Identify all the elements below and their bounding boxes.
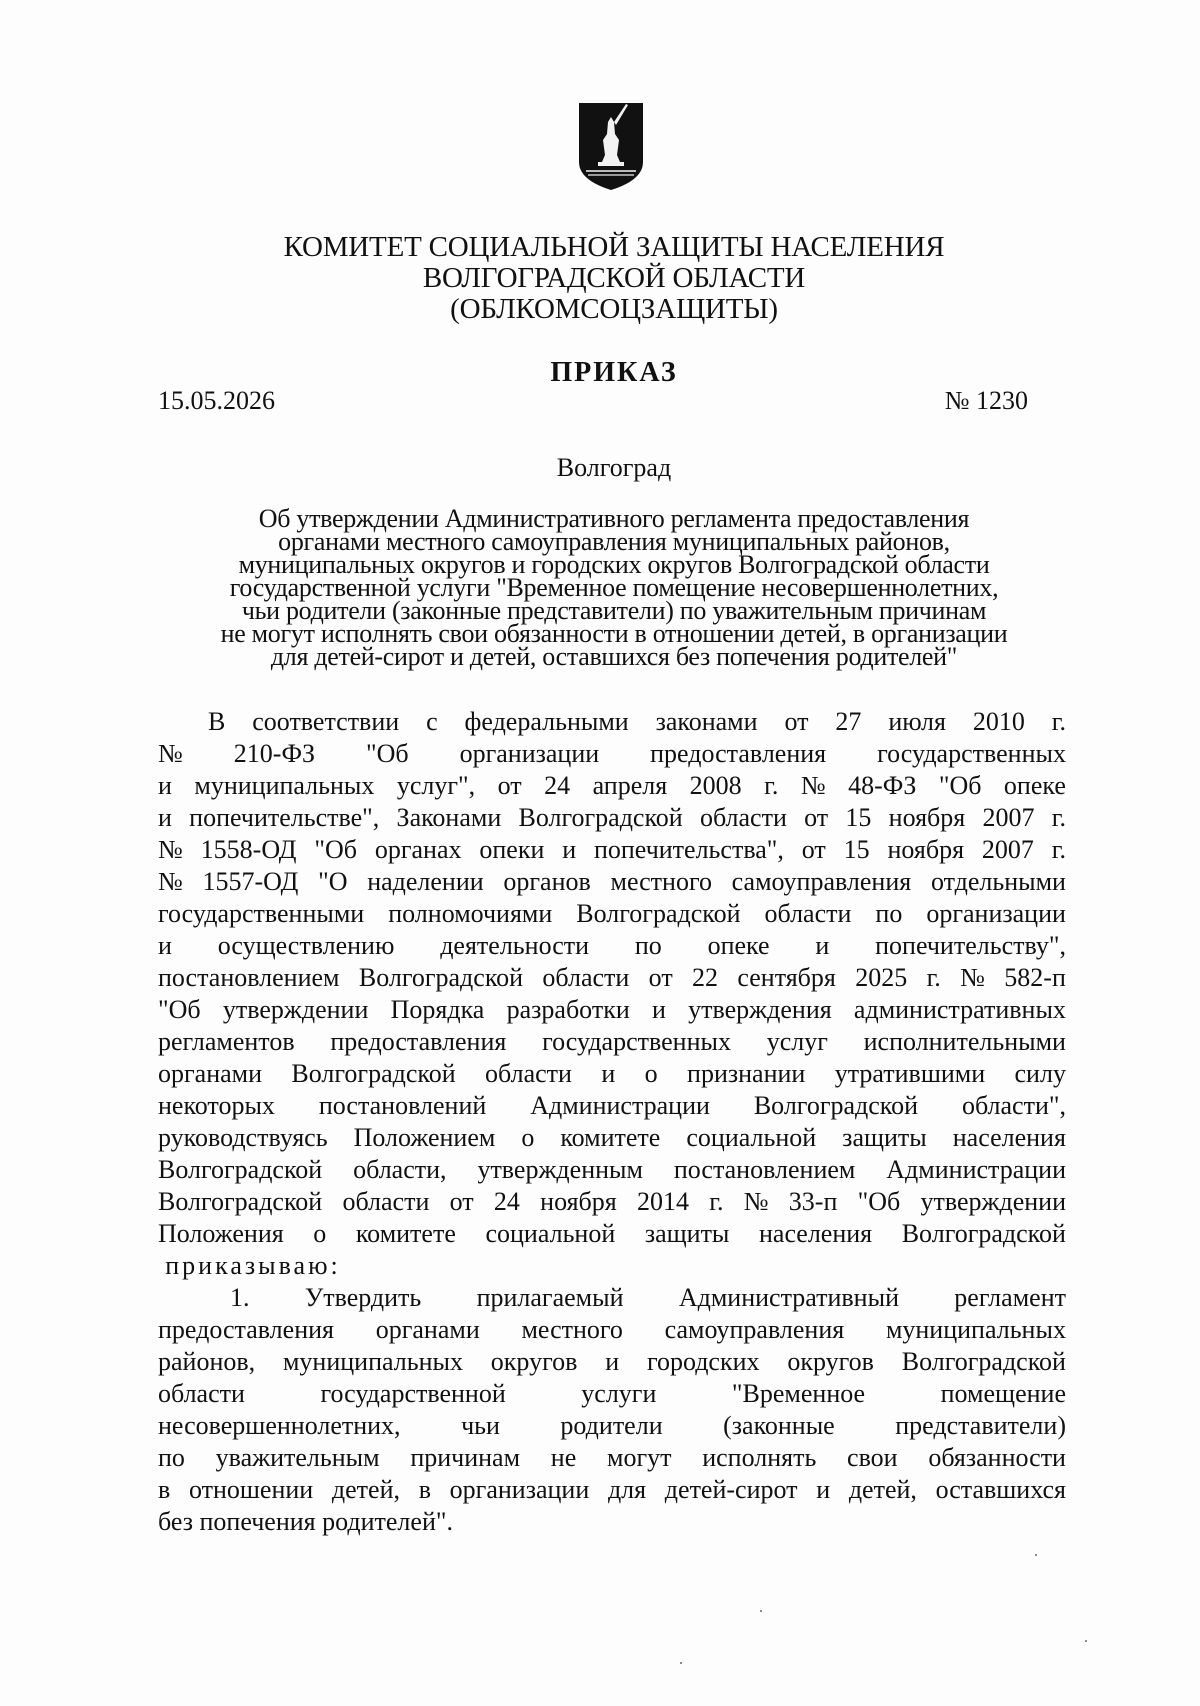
body-word: защиты	[842, 1123, 927, 1152]
body-word: попечительству",	[875, 931, 1066, 960]
body-word: детей,	[848, 1475, 917, 1504]
body-word: муниципальных	[194, 771, 375, 800]
body-line	[158, 994, 1066, 1026]
body-word: Волгоградской	[901, 1219, 1066, 1248]
body-word: "Временное	[731, 1379, 866, 1408]
body-word: исполнительными	[863, 1027, 1066, 1056]
body-word: "Об	[314, 835, 357, 864]
body-word: постановлений	[318, 1091, 487, 1120]
body-word: от	[497, 771, 522, 800]
organization-title-line: КОМИТЕТ СОЦИАЛЬНОЙ ЗАЩИТЫ НАСЕЛЕНИЯ	[283, 231, 945, 263]
body-word: социальной	[686, 1123, 817, 1152]
body-word: от	[449, 1187, 474, 1216]
body-word: и	[815, 931, 830, 960]
body-word: предоставления	[330, 1027, 507, 1056]
body-word: помещение	[940, 1379, 1066, 1408]
body-word: сентября	[737, 963, 836, 992]
paragraph-preamble	[158, 706, 1066, 1250]
body-word: руководствуясь	[158, 1123, 328, 1152]
body-word: исполнять	[702, 1443, 817, 1472]
body-word: административных	[853, 995, 1066, 1024]
body-word: округов	[787, 1347, 874, 1376]
body-word: и	[158, 771, 172, 800]
body-line	[158, 962, 1066, 994]
body-word: силу	[1014, 1059, 1066, 1088]
body-word: полномочиями	[388, 899, 553, 928]
body-word: признании	[687, 1059, 806, 1088]
body-word: районов,	[158, 1347, 256, 1376]
body-text-line: без попечения родителей".	[158, 1507, 453, 1536]
body-word: области	[542, 963, 630, 992]
body-word: муниципальных	[282, 1347, 463, 1376]
body-word: самоуправления	[731, 867, 912, 896]
body-word: Администрации	[886, 1155, 1066, 1184]
scan-speck	[1085, 1640, 1087, 1642]
body-word: о	[521, 1123, 535, 1152]
body-line	[158, 1314, 1066, 1346]
body-word: оставшихся	[935, 1475, 1066, 1504]
body-word: и	[816, 1475, 831, 1504]
body-word: социальной	[485, 1219, 616, 1248]
body-word: 33-п	[788, 1187, 838, 1216]
body-word: области	[158, 1379, 245, 1408]
body-line	[158, 1186, 1066, 1218]
body-word: причинам	[410, 1443, 521, 1472]
scan-speck	[1035, 1554, 1037, 1556]
body-word: ноября	[540, 1187, 617, 1216]
body-word: г.	[1051, 835, 1066, 864]
body-word: 24	[544, 771, 571, 800]
document-date: 15.05.2026	[158, 386, 275, 415]
body-word: области	[764, 899, 852, 928]
scan-speck	[760, 1610, 762, 1612]
body-word: Утвердить	[304, 1283, 422, 1312]
body-word: организации	[459, 739, 600, 768]
body-word: и	[601, 1059, 616, 1088]
body-word: по	[634, 931, 662, 960]
body-word: свои	[847, 1443, 898, 1472]
document-type-heading: ПРИКАЗ	[550, 357, 678, 388]
body-word: Администрации	[530, 1091, 710, 1120]
organization-title	[0, 232, 1200, 325]
body-word: чьи	[461, 1411, 500, 1440]
body-word: г.	[764, 771, 779, 800]
body-line	[158, 1250, 1066, 1282]
body-line	[158, 898, 1066, 930]
body-word: области	[699, 803, 787, 832]
body-word: органами	[375, 1315, 480, 1344]
body-word: Волгоградской	[518, 803, 683, 832]
body-word: "О	[318, 867, 348, 896]
body-word: утверждения	[688, 995, 832, 1024]
body-word: защиты	[644, 1219, 730, 1248]
body-word: соответствии	[252, 707, 400, 736]
body-word: Волгоградской	[576, 899, 741, 928]
body-line	[158, 834, 1066, 866]
body-word: 2014	[636, 1187, 689, 1216]
body-word: г.	[709, 1187, 724, 1216]
body-line	[158, 802, 1066, 834]
body-word: 2010	[972, 707, 1025, 736]
body-word: В	[208, 707, 226, 736]
subject-line: государственной услуги "Временное помещение несовершеннолетних,	[229, 573, 999, 602]
organization-title-line: (ОБЛКОМСОЦЗАЩИТЫ)	[450, 293, 778, 325]
body-word: 2007	[982, 803, 1035, 832]
body-word: детей,	[331, 1475, 400, 1504]
body-word: попечительства",	[593, 835, 784, 864]
volgograd-coat-of-arms-icon	[576, 100, 646, 192]
body-word: 2025	[855, 963, 908, 992]
body-line	[158, 1090, 1066, 1122]
subject-line: для детей-сирот и детей, оставшихся без попечения родителей"	[270, 642, 958, 671]
body-word: с	[426, 707, 438, 736]
body-word: отношении	[188, 1475, 314, 1504]
body-word: №	[743, 1187, 769, 1216]
body-word: услуг	[766, 1027, 828, 1056]
body-word: №	[960, 963, 985, 992]
body-word: деятельности	[440, 931, 590, 960]
body-word: г.	[1051, 707, 1066, 736]
body-word: 1.	[230, 1283, 250, 1312]
subject-line: органами местного самоуправления муниципальных районов,	[278, 527, 950, 556]
body-word: услуг",	[396, 771, 476, 800]
body-word: прилагаемый	[476, 1283, 624, 1312]
body-word: 2007	[981, 835, 1034, 864]
body-word: г.	[1051, 803, 1066, 832]
body-word: наделении	[367, 867, 484, 896]
body-word: попечительстве",	[189, 803, 380, 832]
body-word: №	[158, 867, 183, 896]
body-word: муниципальных	[885, 1315, 1066, 1344]
body-word: 15	[845, 803, 872, 832]
body-word: области",	[961, 1091, 1066, 1120]
body-word: от	[784, 707, 809, 736]
body-line	[158, 738, 1066, 770]
body-word: 582-п	[1004, 963, 1066, 992]
body-line	[158, 1154, 1066, 1186]
body-word: государственных	[877, 739, 1066, 768]
body-word: регламент	[954, 1283, 1066, 1312]
body-word: разработки	[506, 995, 630, 1024]
body-word: Волгоградской	[358, 963, 524, 992]
body-word: представители)	[895, 1411, 1066, 1440]
body-word: утверждении	[222, 995, 369, 1024]
body-word: июля	[888, 707, 946, 736]
order-word: приказываю:	[165, 1251, 341, 1280]
body-word: органами	[158, 1059, 263, 1088]
paragraph-item-1	[158, 1282, 1066, 1506]
body-word: родители	[560, 1411, 663, 1440]
body-word: утверждении	[920, 1187, 1066, 1216]
body-word: №	[800, 771, 826, 800]
body-word: о	[313, 1219, 327, 1248]
body-word: "Об	[365, 739, 409, 768]
document-subject	[0, 504, 1200, 671]
organization-title-line: ВОЛГОГРАДСКОЙ ОБЛАСТИ	[422, 262, 806, 294]
body-word: отдельными	[930, 867, 1066, 896]
body-word: органов	[503, 867, 591, 896]
body-word: "Об	[938, 771, 982, 800]
body-word: городских	[646, 1347, 760, 1376]
body-line	[158, 1058, 1066, 1090]
body-word: 24	[493, 1187, 520, 1216]
body-word: населения	[758, 1219, 873, 1248]
body-word: 15	[843, 835, 870, 864]
body-word: по	[875, 899, 903, 928]
body-word: Порядка	[390, 995, 485, 1024]
body-word: законами	[655, 707, 758, 736]
body-word: от	[804, 803, 829, 832]
body-line	[158, 1378, 1066, 1410]
subject-line: муниципальных округов и городских округов Волгоградской области	[238, 550, 990, 579]
body-word: не	[550, 1443, 577, 1472]
subject-line: Об утверждении Административного регламента предоставления	[258, 504, 970, 533]
body-word: №	[158, 739, 183, 768]
body-word: государственной	[320, 1379, 506, 1408]
body-word: местного	[521, 1315, 623, 1344]
body-word: и	[651, 995, 666, 1024]
body-word: Волгоградской	[901, 1347, 1066, 1376]
body-line	[158, 930, 1066, 962]
body-word: от	[648, 963, 673, 992]
body-line	[158, 770, 1066, 802]
subject-line: не могут исполнять свои обязанности в отношении детей, в организации	[220, 619, 1008, 648]
body-word: (законные	[723, 1411, 835, 1440]
body-word: предоставления	[650, 739, 827, 768]
body-word: населения	[952, 1123, 1066, 1152]
body-line	[158, 1282, 1066, 1314]
body-line	[158, 866, 1066, 898]
body-word: услуги	[581, 1379, 657, 1408]
body-word: опеке	[1003, 771, 1066, 800]
document-body	[158, 706, 1066, 1538]
body-word: №	[158, 835, 183, 864]
body-word: области	[342, 1187, 430, 1216]
body-word: федеральными	[464, 707, 629, 736]
body-word: 210-ФЗ	[233, 739, 316, 768]
body-word: опеки	[479, 835, 545, 864]
body-word: и	[605, 1347, 620, 1376]
body-word: 2008	[689, 771, 742, 800]
body-word: постановлением	[673, 1155, 856, 1184]
body-word: Положения	[158, 1219, 284, 1248]
body-word: некоторых	[158, 1091, 275, 1120]
body-word: Положением	[353, 1123, 496, 1152]
body-word: "Об	[857, 1187, 901, 1216]
body-word: детей-сирот	[664, 1475, 798, 1504]
body-word: области	[485, 1059, 572, 1088]
body-word: Волгоградской	[158, 1155, 323, 1184]
document-number: № 1230	[944, 386, 1028, 415]
body-word: опеке	[707, 931, 770, 960]
body-line	[158, 1474, 1066, 1506]
body-line	[158, 1122, 1066, 1154]
body-word: постановлением	[158, 963, 340, 992]
body-word: предоставления	[158, 1315, 334, 1344]
body-word: 48-ФЗ	[848, 771, 917, 800]
body-word: утратившими	[834, 1059, 986, 1088]
body-line	[158, 1410, 1066, 1442]
body-line	[158, 706, 1066, 738]
body-word: утвержденным	[477, 1155, 643, 1184]
scan-speck	[680, 1662, 682, 1664]
body-word: Законами	[396, 803, 502, 832]
body-line	[158, 1442, 1066, 1474]
body-word: Волгоградской	[291, 1059, 456, 1088]
body-word: самоуправления	[664, 1315, 845, 1344]
body-word: Административный	[678, 1283, 899, 1312]
body-word: организации	[449, 1475, 590, 1504]
body-line	[158, 1346, 1066, 1378]
body-word: ноября	[888, 803, 966, 832]
body-word: организации	[926, 899, 1066, 928]
body-word: комитете	[355, 1219, 456, 1248]
body-word: государственных	[542, 1027, 731, 1056]
body-word: "Об	[158, 995, 201, 1024]
body-word: в	[158, 1475, 171, 1504]
body-word: округов	[490, 1347, 578, 1376]
body-word: по	[158, 1443, 185, 1472]
body-word: в	[418, 1475, 431, 1504]
body-word: и	[158, 931, 172, 960]
body-word: осуществлению	[217, 931, 395, 960]
body-line	[158, 1026, 1066, 1058]
body-word: местного	[610, 867, 712, 896]
body-word: 27	[835, 707, 862, 736]
body-word: апреля	[592, 771, 668, 800]
body-word: г.	[926, 963, 941, 992]
body-word: ноября	[887, 835, 965, 864]
body-word: органах	[374, 835, 462, 864]
body-word: области,	[353, 1155, 447, 1184]
body-word: 1557-ОД	[202, 867, 299, 896]
body-word: и	[158, 803, 172, 832]
document-city: Волгоград	[556, 453, 672, 482]
body-word: для	[607, 1475, 647, 1504]
body-word: уважительным	[215, 1443, 380, 1472]
body-word: и	[562, 835, 577, 864]
body-word: от	[801, 835, 826, 864]
body-word: Волгоградской	[158, 1187, 323, 1216]
body-word: несовершеннолетних,	[158, 1411, 401, 1440]
body-word: государственными	[158, 899, 365, 928]
body-word: регламентов	[158, 1027, 295, 1056]
subject-line: чьи родители (законные представители) по уважительным причинам	[241, 596, 987, 625]
body-word: 1558-ОД	[200, 835, 297, 864]
body-word: обязанности	[928, 1443, 1066, 1472]
body-line	[158, 1506, 1066, 1538]
body-word: 22	[692, 963, 719, 992]
body-word: Волгоградской	[753, 1091, 919, 1120]
body-word: комитете	[560, 1123, 661, 1152]
body-word: могут	[606, 1443, 672, 1472]
body-line	[158, 1218, 1066, 1250]
body-word: о	[644, 1059, 658, 1088]
